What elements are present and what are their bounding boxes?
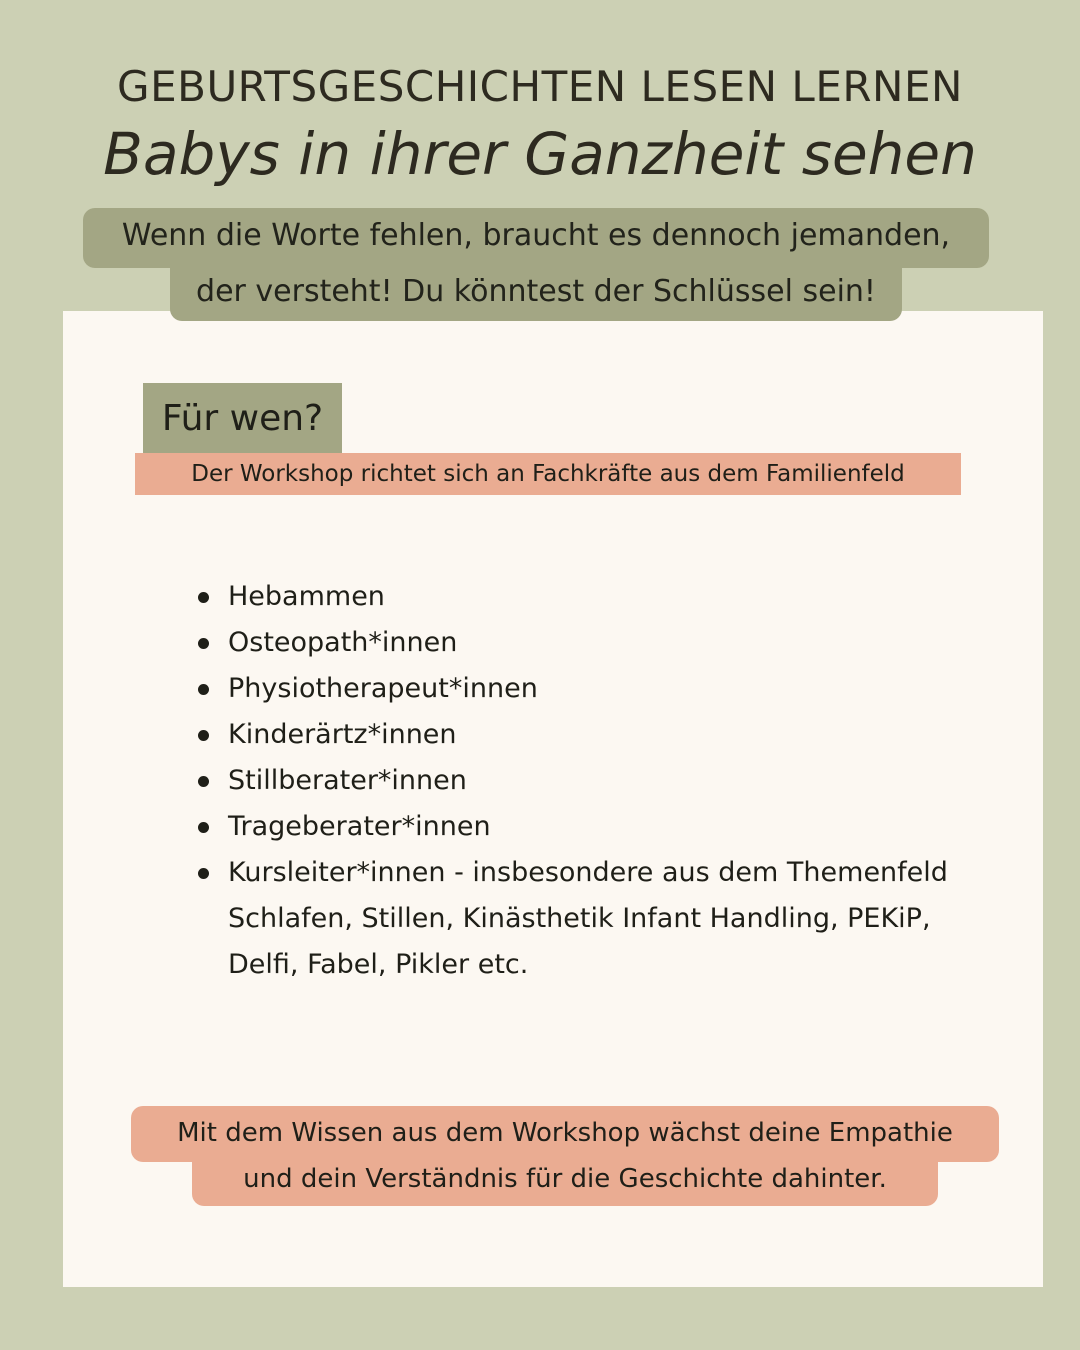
list-item-label: Osteopath*innen	[228, 627, 458, 658]
list-item-label: Physiotherapeut*innen	[228, 673, 538, 704]
closing-line-2: und dein Verständnis für die Geschichte dahinter.	[192, 1152, 938, 1206]
list-item	[198, 758, 958, 804]
list-item	[198, 850, 958, 988]
page-title: GEBURTSGESCHICHTEN LESEN LERNEN	[117, 62, 963, 111]
list-item-label: Trageberater*innen	[228, 811, 491, 842]
tagline-line-1: Wenn die Worte fehlen, braucht es dennoch jemanden,	[83, 208, 989, 268]
list-item	[198, 574, 958, 620]
section-description: Der Workshop richtet sich an Fachkräfte aus dem Familienfeld	[135, 453, 961, 495]
bullet-icon	[198, 638, 209, 649]
audience-list	[198, 574, 958, 988]
closing-line-1: Mit dem Wissen aus dem Workshop wächst deine Empathie	[131, 1106, 999, 1162]
list-item	[198, 712, 958, 758]
section-heading: Für wen?	[143, 383, 342, 453]
page-subtitle: Babys in ihrer Ganzheit sehen	[103, 120, 977, 188]
bullet-icon	[198, 868, 209, 879]
bullet-icon	[198, 684, 209, 695]
list-item	[198, 804, 958, 850]
list-item-label: Kursleiter*innen - insbesondere aus dem Themenfeld Schlafen, Stillen, Kinästhetik Infant Handling, PEKiP, Delfi, Fabel, Pikler etc.	[228, 857, 948, 980]
list-item-label: Hebammen	[228, 581, 385, 612]
bullet-icon	[198, 592, 209, 603]
list-item	[198, 620, 958, 666]
bullet-icon	[198, 822, 209, 833]
list-item-label: Stillberater*innen	[228, 765, 467, 796]
list-item-label: Kinderärtz*innen	[228, 719, 457, 750]
tagline-line-2: der versteht! Du könntest der Schlüssel sein!	[170, 264, 902, 321]
bullet-icon	[198, 776, 209, 787]
list-item	[198, 666, 958, 712]
bullet-icon	[198, 730, 209, 741]
